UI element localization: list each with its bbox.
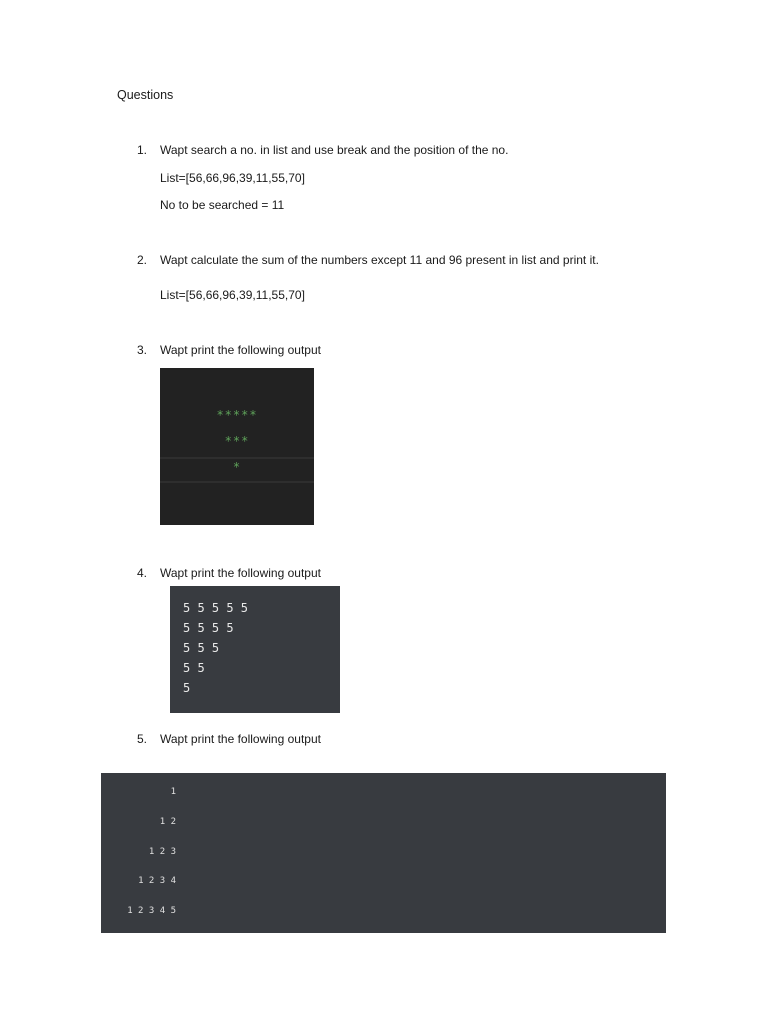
five-row-1: 5 5 5 5 5 — [183, 601, 249, 615]
star-row-1: ***** — [216, 408, 258, 422]
number-row-3: 1 2 3 — [148, 847, 176, 857]
number-pyramid-screenshot — [101, 773, 666, 933]
page-heading: Questions — [117, 88, 174, 102]
five-pattern-screenshot — [170, 586, 340, 713]
star-row-3: * — [232, 460, 242, 474]
question-3-text: Wapt print the following output — [160, 343, 321, 357]
question-1-search-number: No to be searched = 11 — [160, 198, 285, 212]
number-row-4: 1 2 3 4 — [138, 876, 176, 886]
question-3-number: 3. — [137, 343, 148, 357]
question-1-list: List=[56,66,96,39,11,55,70] — [160, 171, 305, 185]
five-row-3: 5 5 5 — [183, 641, 220, 655]
number-row-2: 1 2 — [159, 817, 176, 827]
five-row-2: 5 5 5 5 — [183, 621, 234, 635]
question-4-number: 4. — [137, 566, 148, 580]
question-5-number: 5. — [137, 732, 148, 746]
five-row-4: 5 5 — [183, 661, 205, 675]
question-2-number: 2. — [137, 253, 148, 267]
star-row-2: *** — [224, 434, 250, 448]
question-5-text: Wapt print the following output — [160, 732, 321, 746]
number-row-5: 1 2 3 4 5 — [127, 906, 176, 916]
question-2-text: Wapt calculate the sum of the numbers except 11 and 96 present in list and print it. — [160, 253, 599, 267]
question-1-text: Wapt search a no. in list and use break and the position of the no. — [160, 143, 509, 157]
question-4-text: Wapt print the following output — [160, 566, 321, 580]
question-2-list: List=[56,66,96,39,11,55,70] — [160, 288, 305, 302]
five-row-5: 5 — [183, 681, 191, 695]
star-pattern-screenshot — [160, 368, 314, 525]
question-1-number: 1. — [137, 143, 148, 157]
number-row-1: 1 — [170, 787, 176, 797]
